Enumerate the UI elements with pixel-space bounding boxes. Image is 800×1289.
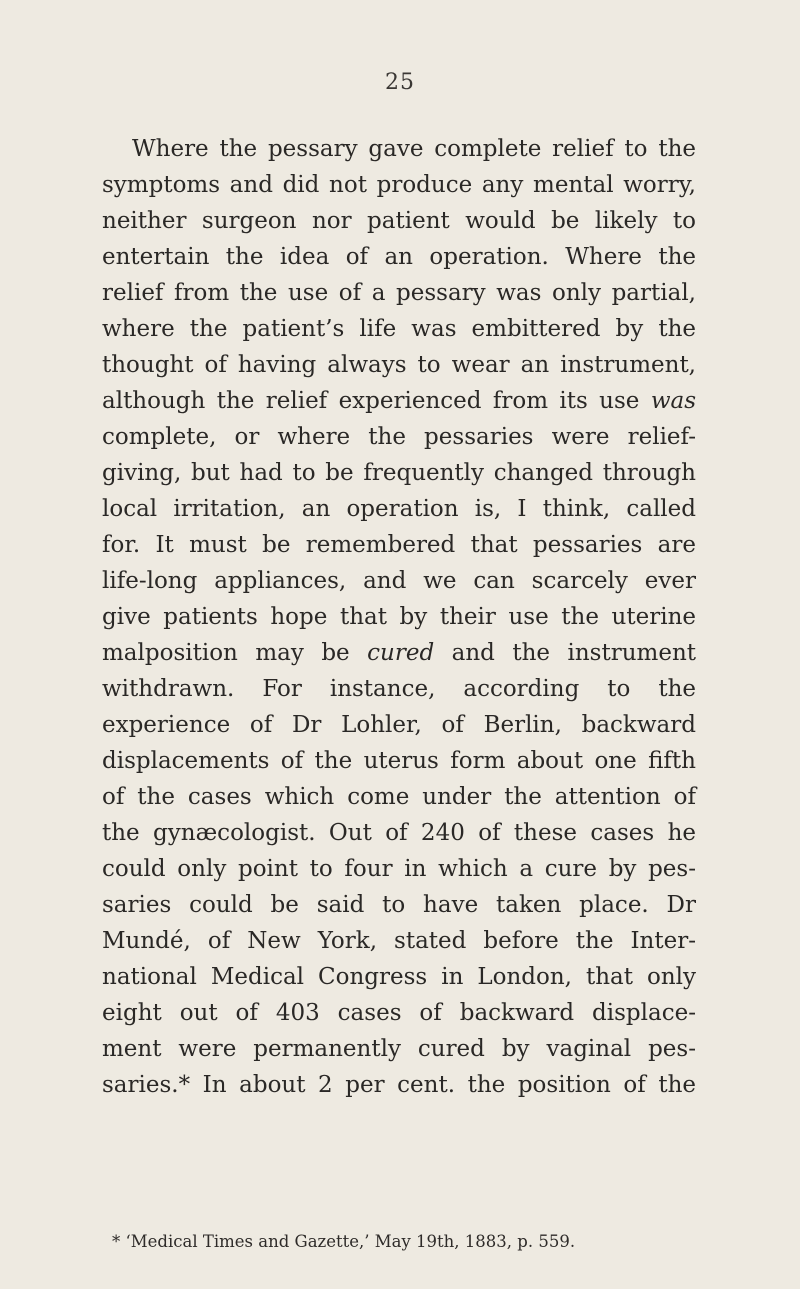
text-line-25: eight out of 403 cases of backward displace-: [102, 1000, 696, 1026]
text-line-27: saries.* In about 2 per cent. the position of the: [102, 1072, 696, 1098]
text-line-16: withdrawn. For instance, according to the: [102, 676, 696, 702]
text-line-5: relief from the use of a pessary was only partial,: [102, 280, 696, 306]
text-line-18: displacements of the uterus form about one fifth: [102, 748, 696, 774]
text-line-7: thought of having always to wear an instrument,: [102, 352, 696, 378]
text-line-15-tail: and the instrument: [451, 640, 697, 666]
page-number: 25: [385, 70, 415, 95]
footnote: * ‘Medical Times and Gazette,’ May 19th, 1883, p. 559.: [112, 1232, 576, 1251]
text-line-11: local irritation, an operation is, I think, called: [102, 496, 696, 522]
italic-was: was: [650, 388, 697, 414]
body-text: [102, 131, 696, 1103]
text-line-9: complete, or where the pessaries were relief-: [102, 424, 696, 450]
text-line-8: [102, 383, 696, 419]
text-line-17: experience of Dr Lohler, of Berlin, backward: [102, 712, 696, 738]
text-line-19: of the cases which come under the attention of: [102, 784, 696, 810]
text-line-21: could only point to four in which a cure by pes-: [102, 856, 696, 882]
text-line-13: life-long appliances, and we can scarcely ever: [102, 568, 696, 594]
text-line-8-main: although the relief experienced from its use: [102, 388, 640, 414]
text-line-26: ment were permanently cured by vaginal pes-: [102, 1036, 696, 1062]
text-line-23: Mundé, of New York, stated before the Inter-: [102, 928, 696, 954]
text-line-12: for. It must be remembered that pessaries are: [102, 532, 696, 558]
text-line-10: giving, but had to be frequently changed through: [102, 460, 696, 486]
text-line-2: symptoms and did not produce any mental worry,: [102, 172, 696, 198]
text-line-4: entertain the idea of an operation. Where the: [102, 244, 696, 270]
italic-cured: cured: [367, 640, 435, 666]
text-line-14: give patients hope that by their use the uterine: [102, 604, 696, 630]
text-line-15-main: malposition may be: [102, 640, 350, 666]
text-line-20: the gynæcologist. Out of 240 of these cases he: [102, 820, 696, 846]
text-line-1: Where the pessary gave complete relief to the: [132, 136, 696, 162]
text-line-24: national Medical Congress in London, that only: [102, 964, 696, 990]
text-line-22: saries could be said to have taken place. Dr: [102, 892, 696, 918]
text-line-15: [102, 635, 696, 671]
text-line-3: neither surgeon nor patient would be likely to: [102, 208, 696, 234]
text-line-6: where the patient’s life was embittered by the: [102, 316, 696, 342]
